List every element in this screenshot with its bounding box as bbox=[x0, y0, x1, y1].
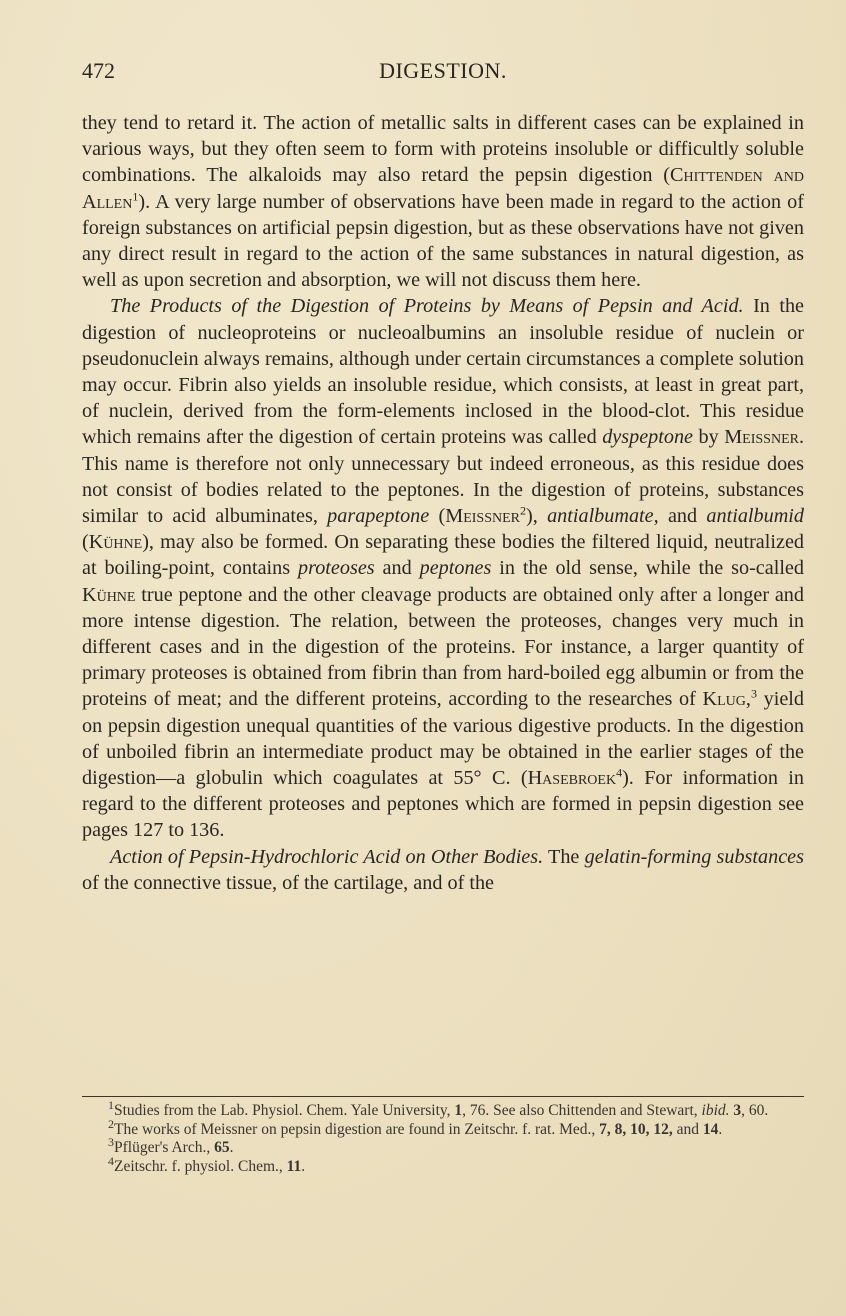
footnote-ref: 3 bbox=[750, 686, 757, 701]
footnote-2 bbox=[84, 1116, 806, 1140]
footnote-divider bbox=[82, 1096, 804, 1097]
term: gelatin-forming substances bbox=[584, 845, 804, 868]
term: dyspeptone bbox=[602, 426, 694, 449]
body-text bbox=[82, 110, 804, 896]
volume: 14 bbox=[702, 1120, 719, 1138]
author-ref: Meissner bbox=[724, 426, 799, 449]
volume: 3 bbox=[729, 1102, 742, 1119]
volume: 1 bbox=[454, 1102, 463, 1119]
text: ), may also be formed. On separating these bodies the filtered liquid, neutralized at boiling-point, contains bbox=[82, 531, 804, 580]
text: ibid. bbox=[701, 1102, 730, 1119]
text: The bbox=[543, 845, 585, 868]
text: ( bbox=[82, 531, 89, 554]
paragraph-3 bbox=[82, 844, 804, 896]
term: peptones bbox=[419, 557, 492, 580]
footnote-mark: 4 bbox=[108, 1153, 114, 1168]
text: ). For information in regard to the different proteoses and peptones which are formed in pepsin digestion see pages 127 to 136. bbox=[82, 767, 804, 842]
text: . This name is therefore not only unnecessary but indeed erroneous, as this residue does not consist of bodies related to the peptones. In the digestion of proteins, substances similar to acid albuminates, bbox=[82, 426, 805, 528]
text: . bbox=[301, 1157, 306, 1175]
text: they tend to retard it. The action of metallic salts in different cases can be explained in various ways, but they often seem to form with proteins insoluble or difficultly soluble combinations. The alkaloids may also retard the pepsin digestion ( bbox=[82, 112, 804, 187]
text: . bbox=[718, 1120, 723, 1138]
section-heading: Action of Pepsin-Hydrochloric Acid on Other Bodies. bbox=[110, 845, 544, 868]
running-title: DIGESTION. bbox=[379, 58, 507, 83]
page-header bbox=[82, 58, 804, 88]
text: of the connective tissue, of the cartilage, and of the bbox=[82, 871, 495, 894]
volume: 65 bbox=[214, 1139, 230, 1157]
text: . bbox=[229, 1139, 234, 1157]
author-ref: Hasebroek bbox=[527, 767, 617, 790]
footnote-ref: 2 bbox=[520, 503, 526, 518]
text: in the old sense, while the so-called bbox=[491, 557, 804, 580]
footnote-1 bbox=[84, 1097, 806, 1121]
footnote-mark: 1 bbox=[108, 1097, 114, 1112]
paragraph-1 bbox=[82, 110, 804, 293]
footnote-mark: 2 bbox=[108, 1116, 114, 1131]
text: and bbox=[658, 505, 707, 528]
footnote-ref: 1 bbox=[132, 188, 139, 203]
section-heading: The Products of the Digestion of Proteins by Means of Pepsin and Acid. bbox=[110, 295, 744, 318]
paragraph-2 bbox=[82, 293, 804, 843]
text: Zeitschr. f. physiol. Chem., bbox=[114, 1157, 287, 1175]
text: by bbox=[693, 426, 725, 449]
volume: 7, 8, 10, 12, bbox=[599, 1120, 673, 1138]
footnote-3 bbox=[84, 1135, 806, 1158]
text: yield on pepsin digestion unequal quantities of the various digestive products. In the digestion of unboiled fibrin an intermediate product may be obtained in the earlier stages of the digestion—a globulin which coagulates at 55° C. ( bbox=[82, 688, 804, 790]
term: antialbumid bbox=[706, 505, 804, 528]
author-ref: Klug, bbox=[702, 688, 751, 711]
text: Pflüger's Arch., bbox=[114, 1139, 215, 1157]
text: and bbox=[374, 557, 420, 580]
volume: 11 bbox=[286, 1157, 302, 1175]
author-ref: Meissner bbox=[445, 505, 520, 528]
text: Studies from the Lab. Physiol. Chem. Yale University, bbox=[114, 1102, 455, 1119]
author-ref: Kühne bbox=[88, 531, 143, 554]
text: ). A very large number of observations have been made in regard to the action of foreign substances on artificial pepsin digestion, but as these observations have not given any direct result in regard to the action of the same substances in natural digestion, as well as upon secretion and absorption, we will not discuss them here. bbox=[82, 190, 804, 292]
text: The works of Meissner on pepsin digestion are found in Zeitschr. f. rat. Med., bbox=[114, 1120, 600, 1138]
text: In the digestion of nucleoproteins or nucleoalbumins an insoluble residue of nuclein or pseudonuclein always remains, although under certain circumstances a complete solution may occur. Fibrin also yields an insoluble residue, which consists, at least in great part, of nuclein, derived from the form-elements inclosed in the blood-clot. This residue which remains after the digestion of certain proteins was called bbox=[82, 295, 804, 449]
term: parapeptone bbox=[327, 505, 430, 528]
text: ( bbox=[429, 505, 446, 528]
text: and bbox=[672, 1120, 703, 1138]
footnote-ref: 4 bbox=[616, 765, 623, 780]
text: ), bbox=[526, 505, 548, 528]
page-number: 472 bbox=[82, 58, 115, 83]
footnote-4 bbox=[84, 1153, 806, 1177]
author-ref: Chittenden and Allen bbox=[82, 164, 804, 213]
term: antialbumate, bbox=[547, 505, 659, 528]
footnote-mark: 3 bbox=[108, 1135, 114, 1150]
text: , 60. bbox=[741, 1102, 769, 1119]
text: , 76. See also Chittenden and Stewart, bbox=[462, 1102, 702, 1119]
footnotes bbox=[84, 1097, 806, 1176]
author-ref: Kühne bbox=[82, 583, 136, 606]
text: true peptone and the other cleavage products are obtained only after a longer and more intense digestion. The relation, between the proteoses, changes very much in different cases and in the digestion of the proteins. For instance, a larger quantity of primary proteoses is obtained from fibrin than from hard-boiled egg albumin or from the proteins of meat; and the different proteins, according to the researches of bbox=[82, 583, 804, 711]
term: proteoses bbox=[298, 557, 375, 580]
